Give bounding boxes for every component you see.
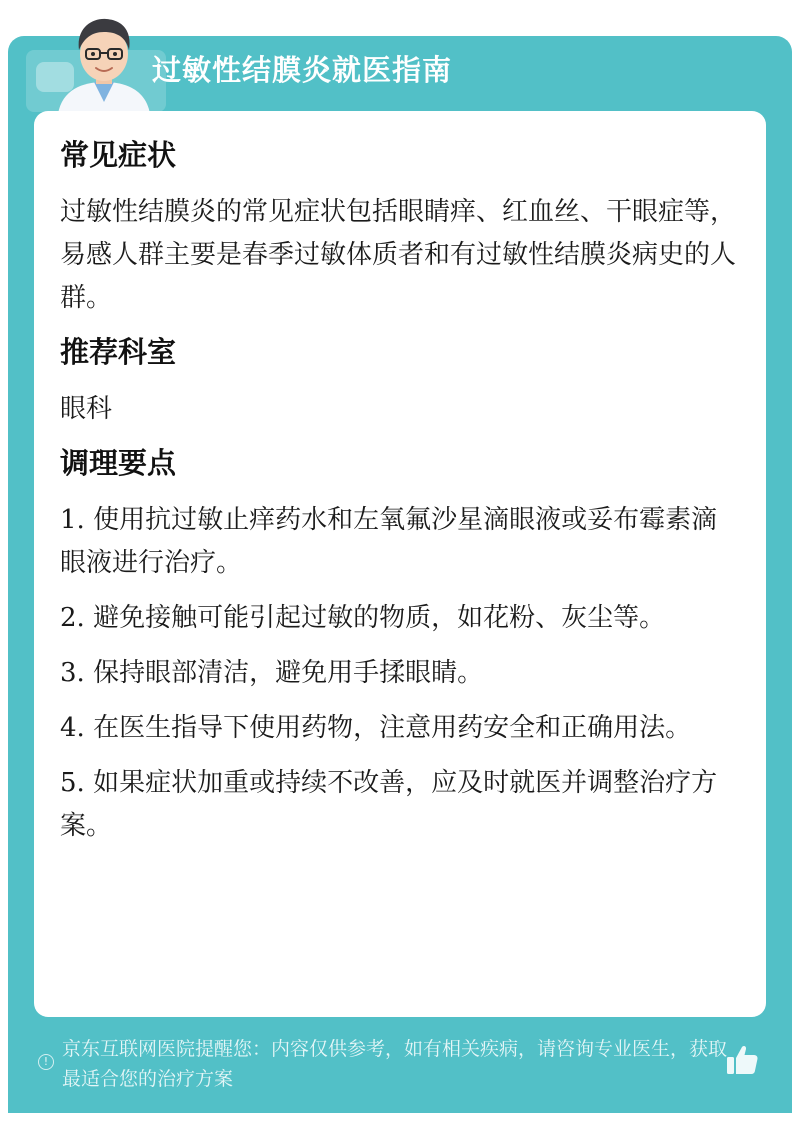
care-item-number: 3. [60,658,85,688]
care-item [60,762,740,848]
care-item-number: 4. [60,713,85,743]
thumbs-up-icon[interactable] [724,1042,760,1078]
care-item-text: 如果症状加重或持续不改善，应及时就医并调整治疗方案。 [60,768,718,841]
care-item-text: 使用抗过敏止痒药水和左氧氟沙星滴眼液或妥布霉素滴眼液进行治疗。 [60,505,718,578]
care-item-number: 1. [60,505,85,535]
care-title: 调理要点 [60,446,177,480]
care-item-number: 2. [60,603,85,633]
care-item [60,707,740,750]
care-item [60,499,740,585]
footer [8,1030,792,1100]
info-icon: ! [38,1054,54,1070]
guide-frame [8,36,792,1113]
care-item-text: 避免接触可能引起过敏的物质，如花粉、灰尘等。 [93,603,666,633]
care-item-text: 保持眼部清洁，避免用手揉眼睛。 [93,658,484,688]
symptoms-title: 常见症状 [60,138,177,172]
department-text: 眼科 [60,394,113,424]
page-title: 过敏性结膜炎就医指南 [152,53,453,87]
care-item-text: 在医生指导下使用药物，注意用药安全和正确用法。 [93,713,692,743]
symptoms-text: 过敏性结膜炎的常见症状包括眼睛痒、红血丝、干眼症等，易感人群主要是春季过敏体质者和有过敏性结膜炎病史的人群。 [60,197,737,313]
header [8,36,792,112]
care-item [60,652,740,695]
disclaimer-text: 京东互联网医院提醒您：内容仅供参考，如有相关疾病，请咨询专业医生，获取最适合您的治疗方案 [62,1038,728,1090]
department-title: 推荐科室 [60,335,177,369]
card-content [60,133,740,860]
doctor-avatar-icon [48,10,160,114]
care-item-number: 5. [60,768,85,798]
care-item [60,597,740,640]
content-card [34,111,766,1017]
